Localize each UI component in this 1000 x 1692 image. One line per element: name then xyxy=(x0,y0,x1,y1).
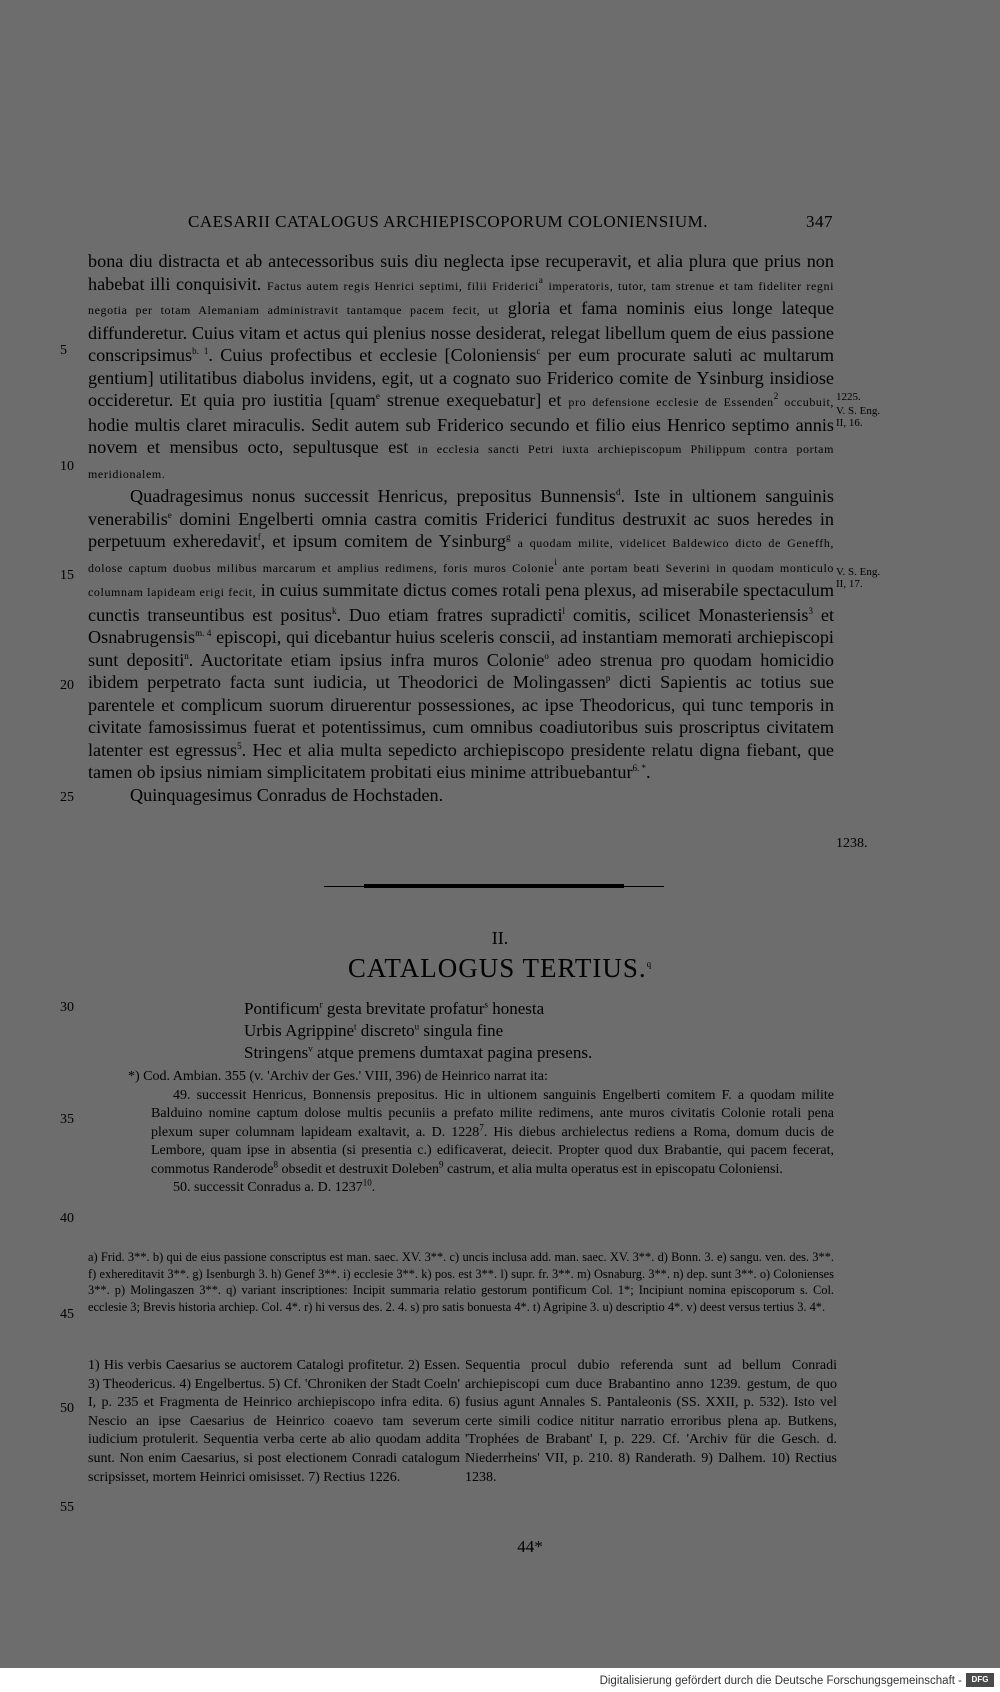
line-number: 45 xyxy=(60,1307,74,1322)
margin-date: 1225. xyxy=(836,391,861,403)
paragraph-2: Quadragesimus nonus successit Henricus, prepositus Bunnensis$^d$. Iste in ultionem sanguinis venerabilis$^e$ domini Engelberti omnia castra comitis Friderici funditus destruxit ac suos heredes in perpetuum exheredavit$^f$, et ipsum comitem de Ysinburg$^g$ a quodam milite, videlicet Baldewico dicto de Geneffh, dolose captum duobus milibus marcarum et amplius redimens, foris muros Colonie$^i$ ante portam beati Severini in quodam monticulo columnam lapideam erigi fecit, in cuius summitate dictus comes rotali pena plexus, ad miserabile spectaculum cunctis transeuntibus est positus$^k$. Duo etiam fratres supradicti$^l$ comitis, scilicet Monasteriensis$^3$ et Osnabrugensis$^{m. 4}$ episcopi, qui dicebantur huius sceleris conscii, ad instantiam memorati archiepiscopi sunt depositi$^n$. Auctoritate etiam ipsius infra muros Colonie$^o$ adeo strenua pro quodam homicidio ibidem perpetrato facta sunt iudicia, ut Theodorici de Molingassen$^p$ dicti Sapientis ac totius sue parentele et complicum suorum diruerentur possessiones, ac ipse Theodoricus, qui tunc temporis in civitate famosissimus fuerat et potentissimus, cum omnibus coadiutoribus suis proscriptus civitatem latenter est egressus$^5$. Hec et alia multa sepedicto archiepiscopo presidente relatu digna fiebant, que tamen ob ipsius nimiam simplicitatem probitati eius minime attribuebantur$^{6. *}$. xyxy=(88,486,835,782)
star-note xyxy=(128,1068,834,1198)
margin-reference: V. S. Eng. xyxy=(836,405,881,417)
paragraph-1: bona diu distracta et ab antecessoribus suis diu neglecta ipse recuperavit, et alia plura que prius non habebat illi conquisivit. Factus autem regis Henrici septimi, filii Friderici$^a$ imperatoris, tutor, tam strenue et tam fideliter regni negotia per totam Alemaniam administravit tantamque pacem fecit, ut gloria et fama nominis eius longe lateque diffunderetur. Cuius vitam et actus qui plenius nosse desiderat, relegat libellum quem de eius passione conscripsimus$^{b. 1}$. Cuius profectibus et ecclesie [Coloniensis$^c$ per eum procurate saluti ac multarum gentium] utilitatibus diabolus invidens, egit, ut a cognato suo Friderico comite de Ysinburg insidiose occideretur. Et quia pro iustitia [quam$^e$ strenue exequebatur] et pro defensione ecclesie de Essenden$^2$ occubuit, hodie multis claret miraculis. Sedit autem sub Friderico secundo et filio eius Henrico septimo annis novem et mensibus octo, sepultusque est in ecclesia sancti Petri iuxta archiepiscopum Philippum contra portam meridionalem. xyxy=(88,251,835,481)
line-number: 10 xyxy=(60,459,74,474)
line-number: 15 xyxy=(60,568,74,583)
verse-line: Urbis Agrippine$^t$ discreto$^u$ singula fine xyxy=(244,1021,504,1040)
footnotes-left: 1) His verbis Caesarius se auctorem Catalogi profitetur. 2) Essen. 3) Theodericus. 4) Engelbertus. 5) Cf. 'Chroniken der Stadt Coeln' I, p. 235 et Fragmenta de Heinrico archiepiscopo infra edita. 6) Nescio an ipse Caesarius de Heinrico coaevo tam severum iudicium protulerit. Sequentia verba certe ab alio quodam addita sunt. Non enim Caesarius, si post electionem Conradi catalogum scripsisset, mortem Heinrici omisisset. 7) Rectius 1226. xyxy=(88,1358,460,1485)
line-number: 25 xyxy=(60,790,74,805)
line-number: 20 xyxy=(60,678,74,693)
page-number: 347 xyxy=(806,212,833,231)
star-note-entry-49: 49. successit Henricus, Bonnensis prepositus. Hic in ultionem sanguinis Engelberti comitem F. a quodam milite Balduino nomine captum dolose multis pecuniis a prefato milite redimens, ante muros civitatis Colonie rotali pena plexum super columnam lapideam exaltavit, a. D. 1228$^7$. His diebus archielectus rediens a Roma, domum ducis de Lembore, quam ipse in absentia (si presentia c.) edificaverat, deiecit. Propter quod dux Brabantie, qui pacem fecerat, commotus Randerode$^8$ obsedit et destruxit Doleben$^9$ castrum, et alia multa operatus est in episcopatu Coloniensi. xyxy=(151,1087,835,1177)
margin-reference: II, 17. xyxy=(836,578,863,590)
line-number: 40 xyxy=(60,1211,74,1226)
footer-bar xyxy=(0,1670,1000,1692)
running-title: CAESARII CATALOGUS ARCHIEPISCOPORUM COLONIENSIUM. xyxy=(188,212,708,231)
star-note-entry-50: 50. successit Conradus a. D. 1237$^{10}$. xyxy=(173,1177,376,1195)
section-divider xyxy=(364,884,624,888)
line-number: 50 xyxy=(60,1401,74,1416)
line-number: 30 xyxy=(60,1000,74,1015)
verse-line: Pontificum$^r$ gesta brevitate profatur$^s$ honesta xyxy=(244,999,545,1018)
signature-mark: 44* xyxy=(517,1537,543,1556)
margin-reference: V. S. Eng. xyxy=(836,566,881,578)
critical-apparatus: a) Frid. 3**. b) qui de eius passione conscriptus est man. saec. XV. 3**. c) uncis inclusa add. man. saec. XV. 3**. d) Bonn. 3. e) sangu. ven. des. 3**. f) exhereditavit 3**. g) Isenburgh 3. h) Genef 3**. i) ecclesie 3**. k) pos. est 3**. l) supr. fr. 3**. m) Osnaburg. 3**. n) dep. sunt 3**. o) Colonienses 3**. p) Molingaszen 3**. q) variant inscriptiones: Incipit summaria relatio gestorum pontificum Col. 1*; Incipiunt nomina episcoporum s. Col. ecclesie 3; Brevis historia archiep. Col. 4*. r) hi versus des. 2. 4. s) pro satis bonuesta 4*. t) Agripine 3. u) descriptio 4*. v) deest versus tertius 3. 4*. xyxy=(88,1250,834,1314)
section-title: CATALOGUS TERTIUS.$^q$ xyxy=(347,953,653,983)
star-note-intro: *) Cod. Ambian. 355 (v. 'Archiv der Ges.' VIII, 396) de Heinrico narrat ita: xyxy=(128,1069,548,1084)
main-text xyxy=(88,250,834,806)
footnotes-right: Sequentia procul dubio referenda sunt ad bellum Conradi archiepiscopi cum duce Brabantino anno 1239. gestum, de quo fusius agunt Annales S. Pantaleonis (SS. XXII, p. 532). Isto vel certe simili codice nititur narratio erroribus plena ap. Butkens, 'Trophées de Brabant' I, p. 229. Cf. 'Archiv für die Gesch. d. Niederrheins' VII, p. 210. 8) Randerath. 9) Dalhem. 10) Rectius 1238. xyxy=(465,1358,837,1485)
dfg-logo: DFG xyxy=(966,1673,994,1687)
margin-date: 1238. xyxy=(836,836,868,851)
section-number: II. xyxy=(491,928,509,948)
paragraph-3: Quinquagesimus Conradus de Hochstaden. xyxy=(130,784,444,805)
funding-note: Digitalisierung gefördert durch die Deutsche Forschungsgemeinschaft - xyxy=(599,1675,962,1687)
line-number: 35 xyxy=(60,1112,74,1127)
running-head xyxy=(188,212,833,232)
line-number: 5 xyxy=(60,343,67,358)
margin-reference: II, 16. xyxy=(836,417,863,429)
line-number: 55 xyxy=(60,1500,74,1515)
verse-line: Stringens$^v$ atque premens dumtaxat pagina presens. xyxy=(244,1043,593,1062)
